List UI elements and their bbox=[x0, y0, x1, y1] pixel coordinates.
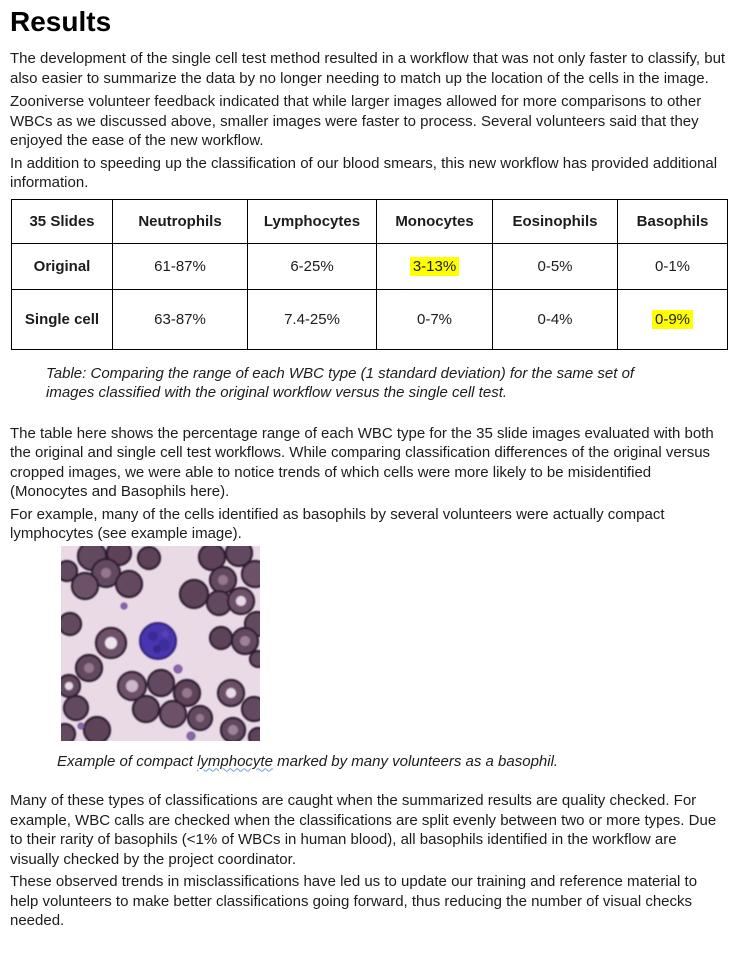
paragraph-table-explanation: The table here shows the percentage range of each WBC type for the 35 slide images evaluated with both the original and single cell test workflows. While comparing classification differences of the original versus cropped images, we were able to notice trends of which cells were more likely to be misidentified (Monocytes and Basophils here). bbox=[10, 424, 714, 500]
paragraph-development: The development of the single cell test method resulted in a workflow that was not only faster to classify, but also easier to summarize the data by no longer needing to match up the location of the cells in the image. bbox=[10, 50, 726, 87]
cell-original-neutrophils: 61-87% bbox=[113, 243, 248, 289]
header-basophils: Basophils bbox=[618, 199, 728, 243]
cell-single-basophils bbox=[618, 289, 728, 349]
paragraph-quality-checks: Many of these types of classifications are caught when the summarized results are quality checked. For example, WBC calls are checked when the classifications are split evenly between two or more types. Due to their rarity of basophils (<1% of WBCs in human blood), all basophils identified in the workflow are visually checked by the project coordinator. bbox=[10, 792, 717, 868]
misspelled-word: lymphocyte bbox=[197, 752, 273, 770]
blood-smear-image bbox=[61, 546, 260, 741]
table-caption: Table: Comparing the range of each WBC type (1 standard deviation) for the same set of images classified with the original workflow versus the single cell test. bbox=[46, 364, 635, 401]
highlighted-value-basophils: 0-9% bbox=[652, 310, 693, 329]
table-row-single-cell bbox=[12, 289, 728, 349]
row-label-single-cell: Single cell bbox=[12, 289, 113, 349]
table-row-original bbox=[12, 243, 728, 289]
header-neutrophils: Neutrophils bbox=[113, 199, 248, 243]
cell-single-eosinophils: 0-4% bbox=[493, 289, 618, 349]
cell-original-lymphocytes: 6-25% bbox=[248, 243, 377, 289]
paragraph-additional-info: In addition to speeding up the classification of our blood smears, this new workflow has provided additional information. bbox=[10, 154, 718, 191]
page-title: Results bbox=[10, 6, 112, 37]
example-figure bbox=[61, 546, 260, 741]
cell-single-monocytes: 0-7% bbox=[377, 289, 493, 349]
highlighted-value-monocytes: 3-13% bbox=[410, 257, 459, 276]
header-lymphocytes: Lymphocytes bbox=[248, 199, 377, 243]
cell-single-lymphocytes: 7.4-25% bbox=[248, 289, 377, 349]
wbc-range-table bbox=[11, 199, 728, 350]
header-monocytes: Monocytes bbox=[377, 199, 493, 243]
header-35-slides: 35 Slides bbox=[12, 199, 113, 243]
lymphocyte-cell bbox=[140, 623, 176, 659]
row-label-original: Original bbox=[12, 243, 113, 289]
cell-original-monocytes bbox=[377, 243, 493, 289]
header-eosinophils: Eosinophils bbox=[493, 199, 618, 243]
cell-single-neutrophils: 63-87% bbox=[113, 289, 248, 349]
figure-caption-after: marked by many volunteers as a basophil. bbox=[272, 752, 559, 770]
paragraph-basophil-example: For example, many of the cells identified as basophils by several volunteers were actually compact lymphocytes (see example image). bbox=[10, 505, 665, 542]
paragraph-zooniverse-feedback: Zooniverse volunteer feedback indicated that while larger images allowed for more comparisons to other WBCs as we discussed above, smaller images were faster to process. Several volunteers said that they enjoyed the ease of the new workflow. bbox=[10, 93, 702, 149]
cell-original-eosinophils: 0-5% bbox=[493, 243, 618, 289]
figure-caption-before: Example of compact bbox=[57, 752, 198, 770]
document-page bbox=[0, 6, 738, 957]
paragraph-training-update: These observed trends in misclassifications have led us to update our training and reference material to help volunteers to make better classifications going forward, thus reducing the number of visual checks needed. bbox=[10, 873, 698, 929]
figure-caption bbox=[57, 752, 728, 772]
table-header-row bbox=[12, 199, 728, 243]
cell-original-basophils: 0-1% bbox=[618, 243, 728, 289]
